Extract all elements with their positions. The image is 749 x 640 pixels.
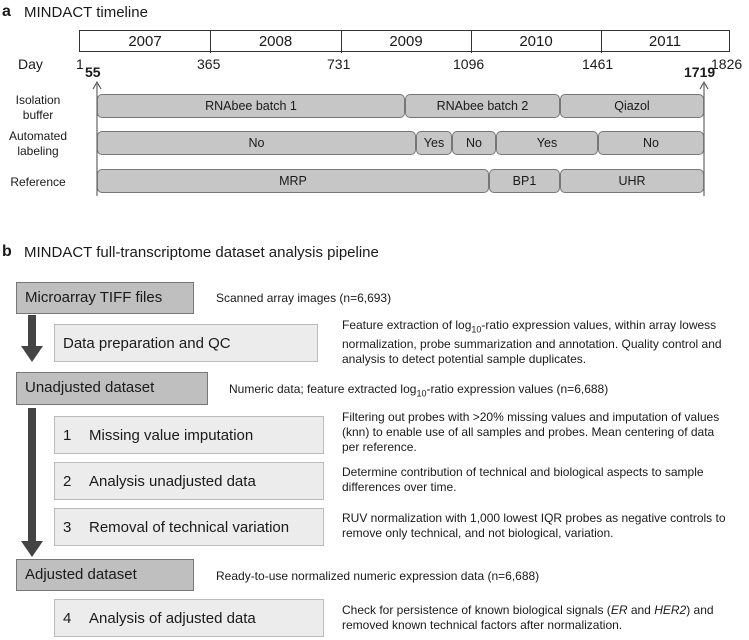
start-day: 55 (85, 64, 101, 80)
bar-segment: BP1 (489, 169, 560, 193)
step-removal-technical: 3 Removal of technical variation (54, 508, 324, 546)
step-analysis-adjusted: 4 Analysis of adjusted data (54, 599, 324, 637)
step-desc: Ready-to-use normalized numeric expression data (n=6,688) (216, 569, 540, 583)
bar-segment: Yes (416, 131, 452, 155)
step-desc: Numeric data; feature extracted $\log_{10}$-ratio expression values (n=6,688) (229, 382, 609, 399)
day-tick: 1096 (453, 56, 485, 72)
year-cell: 2010 (471, 31, 602, 53)
day-tick: 1 (76, 56, 84, 72)
arrow-down-icon (21, 541, 43, 557)
step-unadjusted-dataset: Unadjusted dataset (16, 372, 208, 405)
bar-segment: MRP (97, 169, 489, 193)
row-label-labeling: Automated labeling (8, 129, 68, 158)
bar-segment: No (97, 131, 416, 155)
bar-segment: No (598, 131, 704, 155)
bar-segment: Qiazol (560, 94, 704, 118)
step-desc: Feature extraction of $\log_{10}$-ratio expression values, within array lowess normalization, probe summarization and annotation. Quality control and analysis to detect potential sample duplicates. (342, 318, 722, 367)
day-tick: 731 (327, 56, 351, 72)
bar-segment: No (452, 131, 496, 155)
step-desc: Check for persistence of known biological signals (ER and HER2) and removed known technical factors after normalization. (342, 603, 714, 632)
step-data-prep: Data preparation and QC (54, 324, 318, 362)
day-label: Day (18, 56, 43, 72)
row-label-isolation: Isolation buffer (15, 93, 61, 122)
year-cell: 2007 (80, 31, 211, 53)
bar-segment: Yes (496, 131, 598, 155)
bar-segment: RNAbee batch 1 (97, 94, 405, 118)
day-tick: 1461 (582, 56, 614, 72)
step-missing-value: 1 Missing value imputation (54, 416, 324, 454)
bar-segment: RNAbee batch 2 (405, 94, 560, 118)
panel-b-letter: b (2, 243, 12, 260)
panel-a-title: MINDACT timeline (24, 4, 148, 21)
day-tick: 1826 (711, 56, 743, 72)
step-desc: Filtering out probes with >20% missing values and imputation of values (knn) to enable use of all samples and probes. Mean centering of data per reference. (342, 410, 720, 454)
step-adjusted-dataset: Adjusted dataset (16, 559, 194, 591)
step-desc: RUV normalization with 1,000 lowest IQR probes as negative controls to remove only technical, and not biological, variation. (342, 511, 726, 540)
arrow-down-icon (21, 346, 43, 362)
panel-b-title: MINDACT full-transcriptome dataset analysis pipeline (24, 244, 379, 261)
panel-a-letter: a (2, 3, 11, 20)
bar-segment: UHR (560, 169, 704, 193)
end-day: 1719 (684, 64, 716, 80)
row-label-reference: Reference (10, 175, 66, 189)
step-desc: Scanned array images (n=6,693) (216, 291, 392, 305)
step-analysis-unadjusted: 2 Analysis unadjusted data (54, 462, 324, 500)
day-tick: 365 (197, 56, 221, 72)
step-desc: Determine contribution of technical and biological aspects to sample differences over time. (342, 465, 704, 494)
year-cell: 2011 (648, 33, 682, 50)
year-cell: 2008 (210, 31, 342, 53)
year-cell: 2009 (341, 31, 472, 53)
step-microarray-tiff: Microarray TIFF files (16, 282, 194, 314)
